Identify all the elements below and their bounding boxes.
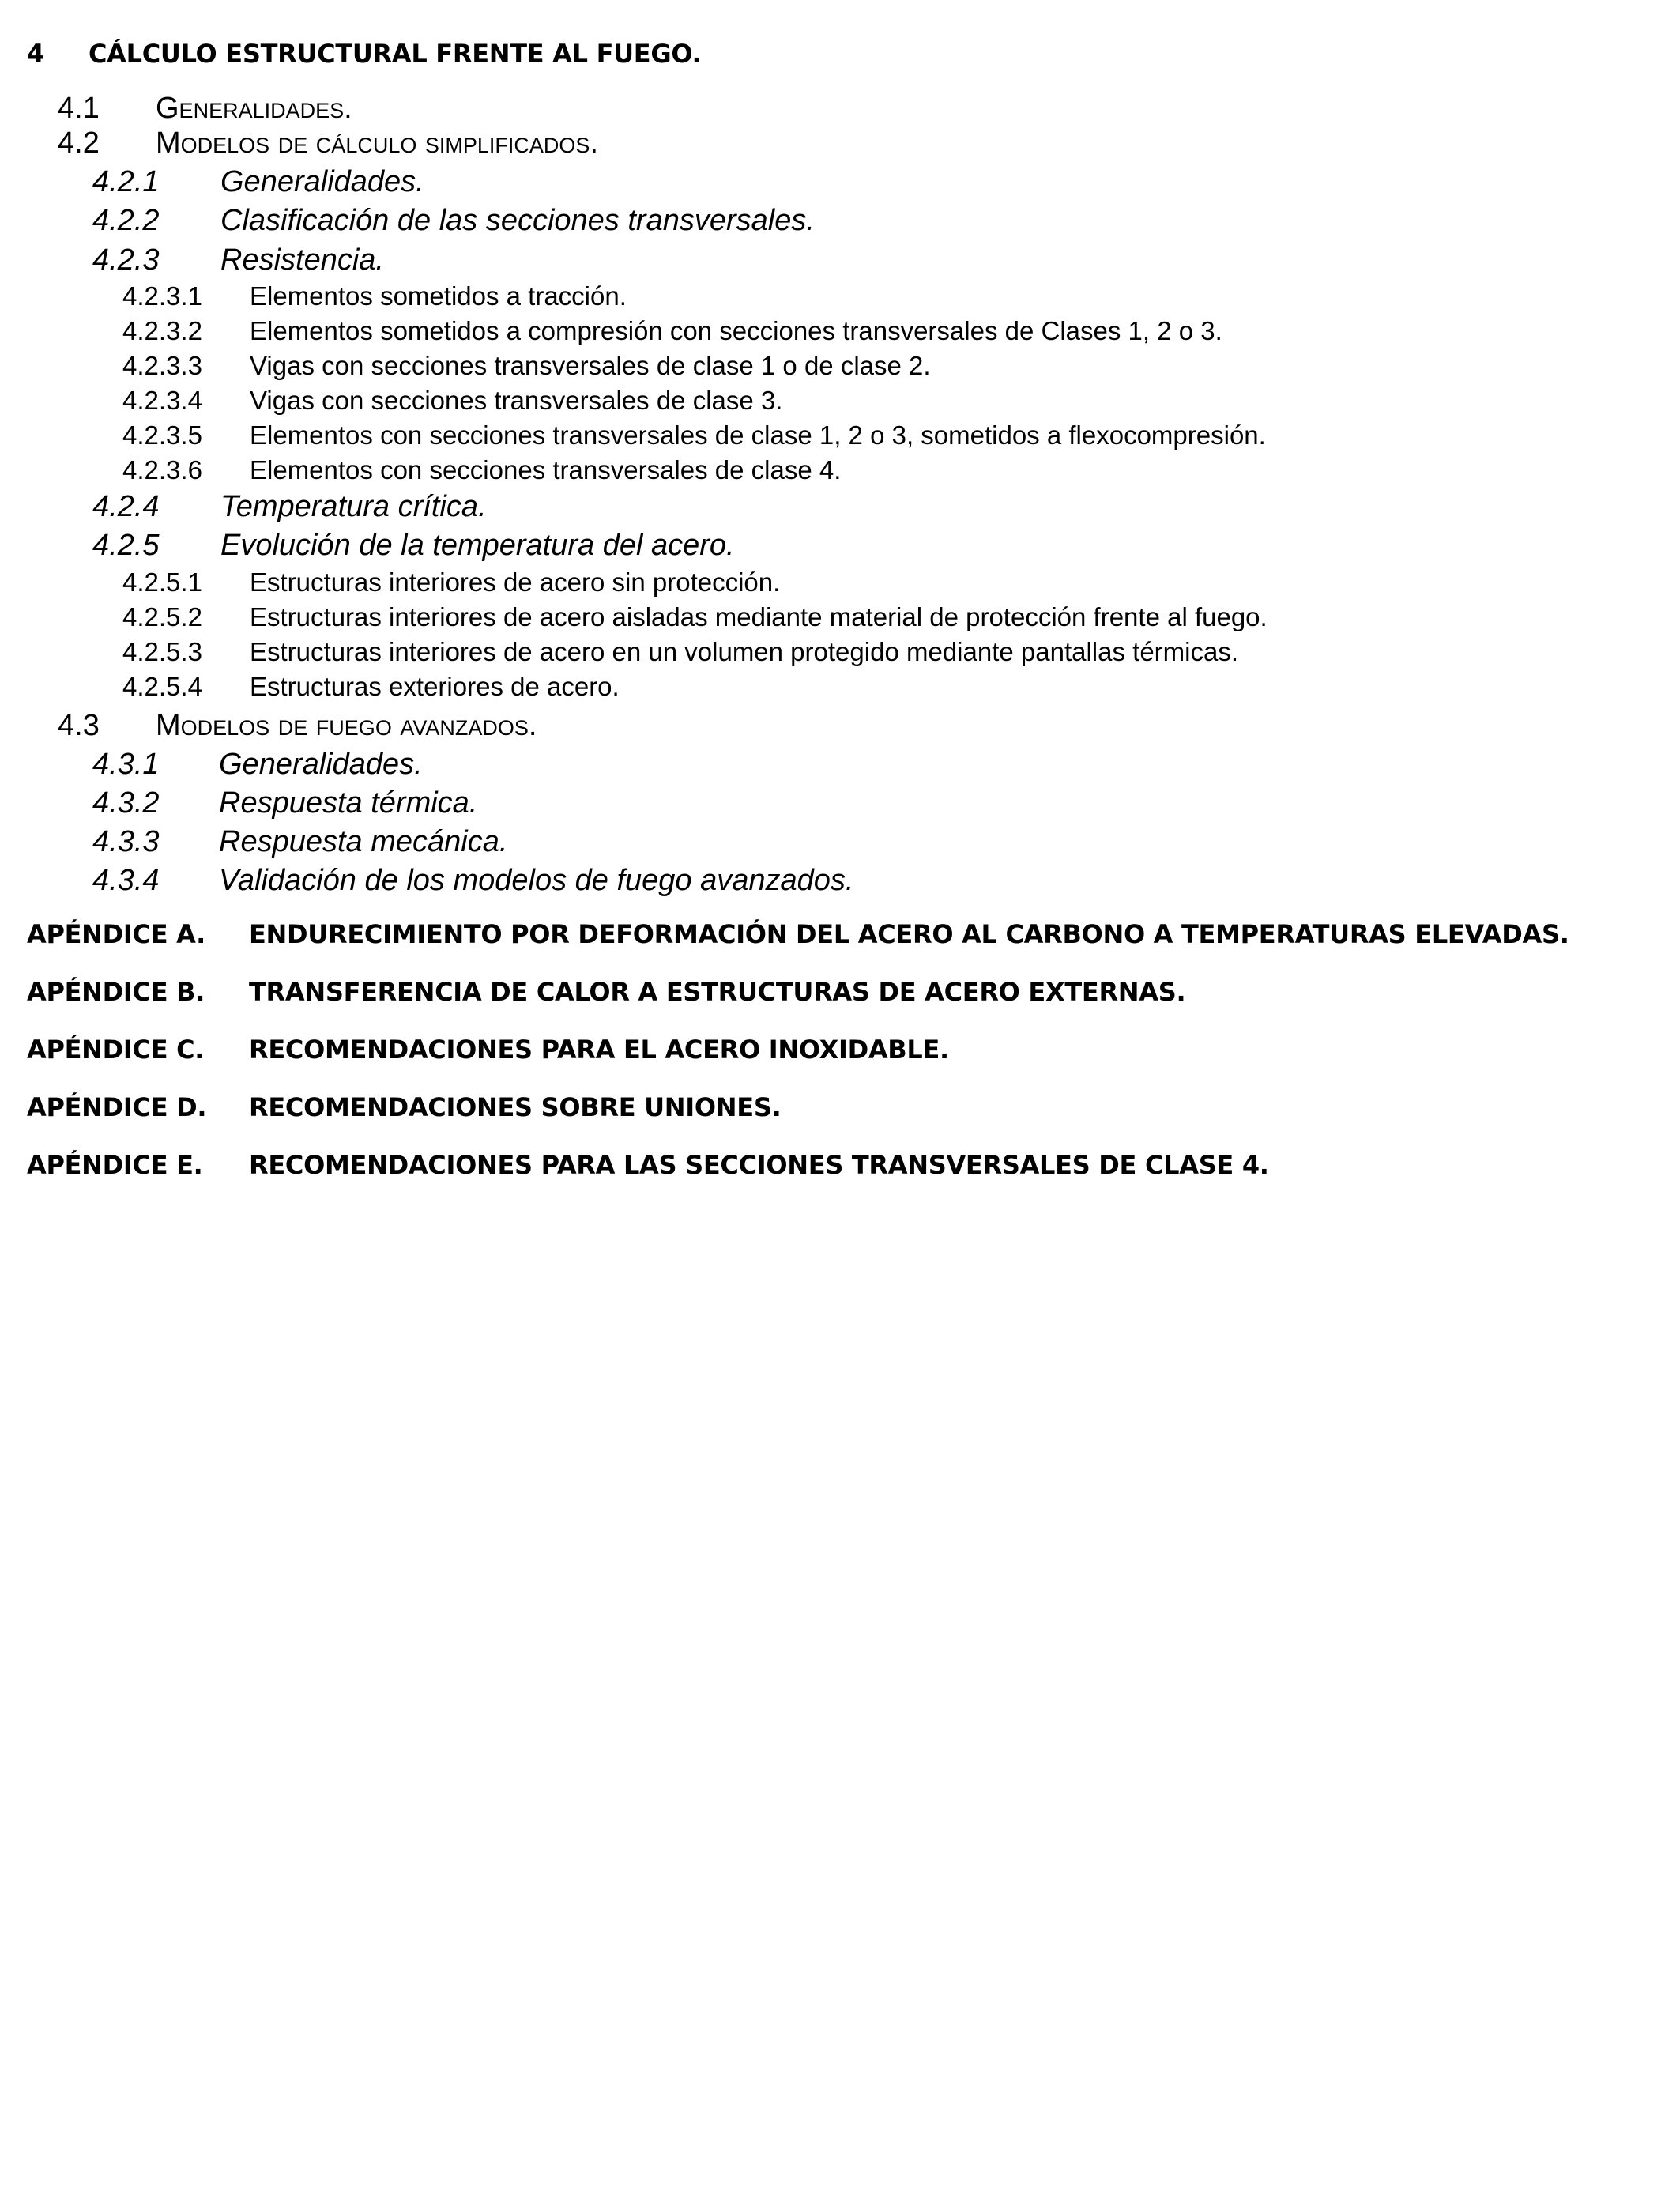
toc-title: Generalidades. bbox=[219, 748, 423, 781]
toc-title: Elementos sometidos a tracción. bbox=[250, 281, 627, 311]
toc-title: Estructuras interiores de acero en un volumen protegido mediante pantallas térmicas. bbox=[250, 637, 1239, 666]
toc-title: Vigas con secciones transversales de clase 3. bbox=[250, 386, 783, 415]
toc-number: 4.3.2 bbox=[92, 786, 160, 820]
toc-number: 4.2.4 bbox=[92, 490, 160, 523]
toc-title: Elementos con secciones transversales de clase 1, 2 o 3, sometidos a flexocompresión. bbox=[250, 420, 1266, 450]
toc-number: 4.2.3.2 bbox=[122, 316, 202, 345]
toc-number: 4.3 bbox=[58, 709, 100, 742]
toc-number: 4 bbox=[27, 39, 44, 69]
toc-title: RECOMENDACIONES PARA LAS SECCIONES TRANSVERSALES DE CLASE 4. bbox=[249, 1150, 1269, 1180]
toc-number: 4.2.5.2 bbox=[122, 602, 202, 631]
toc-number: 4.2.2 bbox=[92, 204, 160, 237]
toc-title: ENDURECIMIENTO POR DEFORMACIÓN DEL ACERO AL CARBONO A TEMPERATURAS ELEVADAS. bbox=[249, 919, 1569, 949]
toc-number: 4.2.3 bbox=[92, 243, 160, 277]
toc-number: APÉNDICE E. bbox=[27, 1150, 203, 1180]
toc-number: 4.3.4 bbox=[92, 864, 160, 897]
toc-number: 4.3.3 bbox=[92, 825, 160, 858]
toc-number: 4.2.3.5 bbox=[122, 420, 202, 450]
toc-title: Clasificación de las secciones transversales. bbox=[220, 204, 815, 237]
toc-number: 4.2.5.4 bbox=[122, 672, 202, 701]
toc-title: Generalidades. bbox=[220, 165, 424, 198]
toc-title: TRANSFERENCIA DE CALOR A ESTRUCTURAS DE ACERO EXTERNAS. bbox=[249, 977, 1186, 1007]
toc-number: APÉNDICE A. bbox=[27, 919, 206, 949]
toc-title: Vigas con secciones transversales de clase 1 o de clase 2. bbox=[250, 351, 931, 380]
toc-title: Modelos de fuego avanzados. bbox=[156, 709, 537, 742]
toc-title: Evolución de la temperatura del acero. bbox=[220, 529, 735, 562]
toc-number: 4.2.3.3 bbox=[122, 351, 202, 380]
toc-number: APÉNDICE D. bbox=[27, 1092, 207, 1122]
toc-number: 4.2.5.1 bbox=[122, 567, 202, 597]
toc-title: Generalidades. bbox=[156, 92, 352, 125]
toc-title: Validación de los modelos de fuego avanzados. bbox=[219, 864, 854, 897]
toc-title: Temperatura crítica. bbox=[220, 490, 487, 523]
toc-title: Respuesta mecánica. bbox=[219, 825, 508, 858]
toc-number: 4.2.1 bbox=[92, 165, 160, 198]
toc-number: 4.2.3.1 bbox=[122, 281, 202, 311]
toc-number: 4.2.5.3 bbox=[122, 637, 202, 666]
toc-title: CÁLCULO ESTRUCTURAL FRENTE AL FUEGO. bbox=[89, 39, 702, 69]
toc-number: 4.2.3.4 bbox=[122, 386, 202, 415]
toc-title: Elementos sometidos a compresión con secciones transversales de Clases 1, 2 o 3. bbox=[250, 316, 1222, 345]
toc-title: Estructuras interiores de acero sin protección. bbox=[250, 567, 781, 597]
toc-number: APÉNDICE C. bbox=[27, 1035, 205, 1065]
toc-title: RECOMENDACIONES SOBRE UNIONES. bbox=[249, 1092, 782, 1122]
toc-number: APÉNDICE B. bbox=[27, 977, 205, 1007]
toc-title: RECOMENDACIONES PARA EL ACERO INOXIDABLE. bbox=[249, 1035, 949, 1065]
toc-title: Estructuras exteriores de acero. bbox=[250, 672, 620, 701]
toc-title: Elementos con secciones transversales de clase 4. bbox=[250, 455, 842, 484]
toc-number: 4.1 bbox=[58, 92, 100, 125]
toc-number: 4.2.5 bbox=[92, 529, 160, 562]
toc-number: 4.3.1 bbox=[92, 748, 160, 781]
toc-title: Estructuras interiores de acero aisladas mediante material de protección frente al fuego. bbox=[250, 602, 1268, 631]
toc-number: 4.2.3.6 bbox=[122, 455, 202, 484]
toc-number: 4.2 bbox=[58, 126, 100, 160]
toc-title: Respuesta térmica. bbox=[219, 786, 478, 820]
toc-title: Resistencia. bbox=[220, 243, 384, 277]
toc-title: Modelos de cálculo simplificados. bbox=[156, 126, 599, 160]
